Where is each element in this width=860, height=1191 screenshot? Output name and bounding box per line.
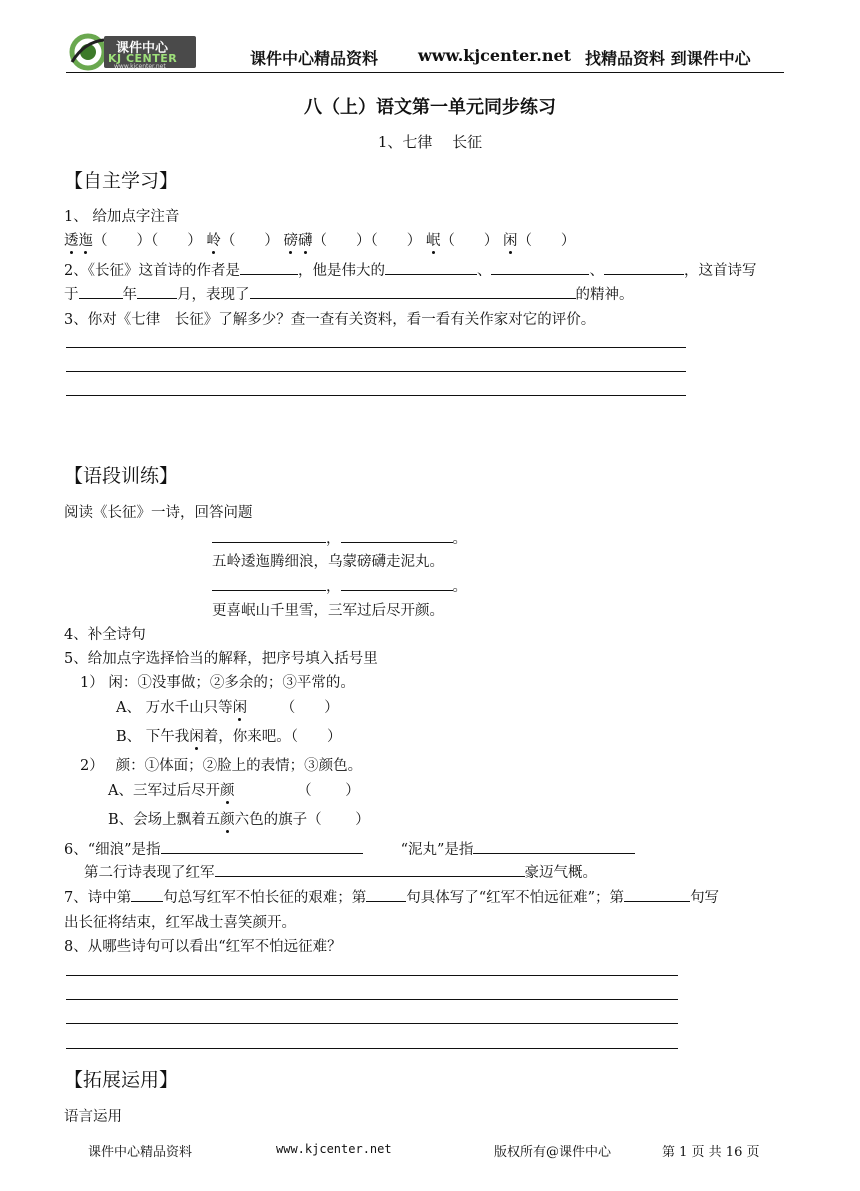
question-5-1: 1） 闲：①没事做；②多余的；③平常的。 <box>80 675 355 691</box>
role-blank-3[interactable] <box>604 260 684 275</box>
question-7-line1: 7、诗中第 句总写红军不怕长征的艰难；第 句具体写了“红军不怕远征难”；第 句写 <box>64 886 719 907</box>
poem-blank-2[interactable] <box>341 528 453 543</box>
answer-line[interactable] <box>66 395 686 396</box>
role-blank-1[interactable] <box>385 260 477 275</box>
line-number-blank-3[interactable] <box>624 887 690 902</box>
header-url[interactable]: www.kjcenter.net <box>418 46 572 65</box>
spirit-blank[interactable] <box>250 284 576 299</box>
page-title: 八（上）语文第一单元同步练习 <box>304 97 556 118</box>
header-right-text: 找精品资料 到课件中心 <box>585 49 751 68</box>
section-heading-self-study: 【自主学习】 <box>64 170 179 192</box>
line-number-blank-1[interactable] <box>131 887 163 902</box>
question-6-line2: 第二行诗表现了红军 豪迈气概。 <box>84 861 597 882</box>
answer-line[interactable] <box>66 347 686 348</box>
question-1-words <box>64 229 575 250</box>
word-xian: 闲（ ） <box>502 233 576 249</box>
question-5: 5、给加点字选择恰当的解释，把序号填入括号里 <box>64 651 378 667</box>
answer-line[interactable] <box>66 975 678 976</box>
passage-intro: 阅读《长征》一诗，回答问题 <box>64 505 253 521</box>
poem-line-1: ， 。 <box>212 527 467 548</box>
logo-sub: KJ CENTER <box>108 52 178 65</box>
year-blank[interactable] <box>79 284 123 299</box>
question-1: 1、 给加点字注音 <box>64 209 180 225</box>
section-heading-passage-training: 【语段训练】 <box>64 465 179 487</box>
question-5-1a: A、 万水千山只等闲 （ ） <box>116 700 339 716</box>
question-5-1b: B、 下午我闲着，你来吧。（ ） <box>116 729 342 745</box>
section-heading-extension: 【拓展运用】 <box>64 1069 179 1091</box>
footer-page-number: 第 1 页 共 16 页 <box>662 1145 760 1160</box>
poem-blank-1[interactable] <box>212 528 326 543</box>
word-pangbo: 磅礴（ ）（ ） <box>283 233 422 249</box>
footer-left-text: 课件中心精品资料 <box>88 1145 193 1160</box>
language-use-label: 语言运用 <box>64 1109 122 1125</box>
niwan-blank[interactable] <box>473 839 635 854</box>
poem-line-3: ， 。 <box>212 575 467 596</box>
poem-line-2: 五岭逶迤腾细浪，乌蒙磅礴走泥丸。 <box>212 554 444 570</box>
month-blank[interactable] <box>137 284 177 299</box>
question-7-line2: 出长征将结束，红军战士喜笑颜开。 <box>64 915 296 931</box>
question-2-line2: 于 年 月，表现了 的精神。 <box>64 283 634 304</box>
logo-swirl-icon <box>64 32 108 72</box>
answer-line[interactable] <box>66 999 678 1000</box>
question-3: 3、你对《七律 长征》了解多少？查一查有关资料，看一看有关作家对它的评价。 <box>64 312 596 328</box>
question-5-2b: B、会场上飘着五颜六色的旗子（ ） <box>108 812 370 828</box>
question-5-2: 2） 颜：①体面；②脸上的表情；③颜色。 <box>80 758 363 774</box>
question-8: 8、从哪些诗句可以看出“红军不怕远征难？ <box>64 939 342 955</box>
footer-url[interactable]: www.kjcenter.net <box>276 1142 392 1156</box>
poem-blank-4[interactable] <box>341 576 453 591</box>
poem-line-4: 更喜岷山千里雪，三军过后尽开颜。 <box>212 603 444 619</box>
line-number-blank-2[interactable] <box>366 887 406 902</box>
logo-url: www.kjcenter.net <box>114 63 166 70</box>
page-subtitle: 1、七律 长征 <box>377 133 483 151</box>
word-min: 岷（ ） <box>425 233 499 249</box>
answer-line[interactable] <box>66 371 686 372</box>
question-5-2a: A、三军过后尽开颜 （ ） <box>108 783 360 799</box>
header-rule <box>66 72 784 73</box>
role-blank-2[interactable] <box>491 260 589 275</box>
question-4: 4、补全诗句 <box>64 627 146 643</box>
xilang-blank[interactable] <box>161 839 363 854</box>
word-ling: 岭（ ） <box>206 233 279 249</box>
kjcenter-logo <box>64 32 196 72</box>
question-2-line1: 2、《长征》这首诗的作者是 ，他是伟大的 、 、 ，这首诗写 <box>64 259 756 280</box>
spirit-line-blank[interactable] <box>215 862 525 877</box>
word-weiyi: 透迤（ ）（ ） <box>64 233 202 249</box>
logo-text: 课件中心 <box>116 41 169 56</box>
answer-line[interactable] <box>66 1023 678 1024</box>
header-left-text: 课件中心精品资料 <box>250 49 379 68</box>
poem-blank-3[interactable] <box>212 576 326 591</box>
answer-line[interactable] <box>66 1048 678 1049</box>
author-blank[interactable] <box>240 260 298 275</box>
footer-copyright: 版权所有@课件中心 <box>494 1145 612 1160</box>
question-6-line1: 6、“细浪”是指 “泥丸”是指 <box>64 838 635 859</box>
